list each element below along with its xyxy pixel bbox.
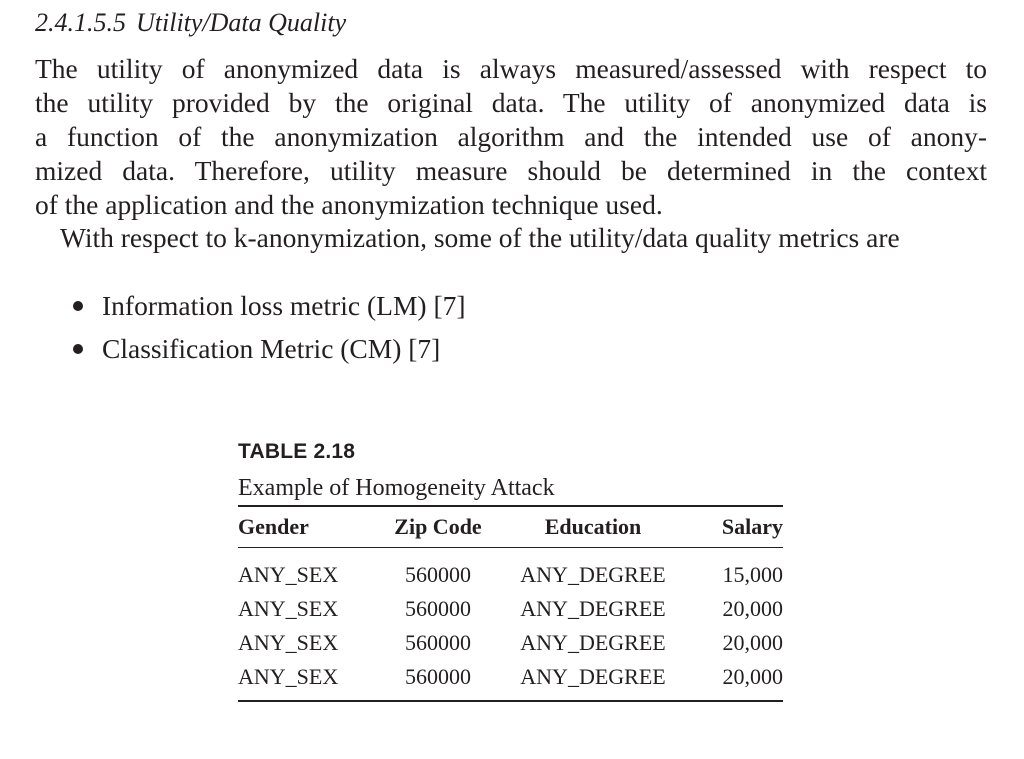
cell-education: ANY_DEGREE bbox=[520, 562, 666, 587]
table-row bbox=[238, 660, 783, 701]
header-salary: Salary bbox=[721, 514, 783, 539]
paragraph-line: of the application and the anonymization technique used. bbox=[35, 189, 663, 220]
section-number: 2.4.1.5.5 bbox=[35, 8, 126, 37]
table-row bbox=[238, 592, 783, 626]
metrics-bullet-list bbox=[68, 287, 466, 373]
bullet-icon bbox=[73, 344, 83, 354]
body-paragraph-2: With respect to k-anonymization, some of the utility/data quality metrics are bbox=[60, 222, 900, 253]
body-paragraph-1 bbox=[35, 52, 987, 222]
table-caption: Example of Homogeneity Attack bbox=[238, 475, 555, 501]
header-gender: Gender bbox=[238, 514, 309, 539]
bullet-icon bbox=[73, 301, 83, 311]
table-label: TABLE 2.18 bbox=[238, 440, 356, 463]
cell-gender: ANY_SEX bbox=[238, 630, 339, 655]
table-row bbox=[238, 626, 783, 660]
bullet-text: Classification Metric (CM) [7] bbox=[102, 333, 441, 364]
cell-gender: ANY_SEX bbox=[238, 664, 339, 689]
bullet-item bbox=[68, 287, 466, 330]
section-title: Utility/Data Quality bbox=[136, 8, 347, 37]
table-row bbox=[238, 548, 783, 593]
cell-gender: ANY_SEX bbox=[238, 596, 339, 621]
table-block bbox=[238, 437, 783, 702]
header-zip-code: Zip Code bbox=[394, 514, 482, 539]
paragraph-line: mized data. Therefore, utility measure should be determined in the context bbox=[35, 155, 987, 186]
cell-education: ANY_DEGREE bbox=[520, 596, 666, 621]
paragraph-line: The utility of anonymized data is always measured/assessed with respect to bbox=[35, 53, 987, 84]
cell-zip-code: 560000 bbox=[405, 630, 471, 655]
section-heading bbox=[35, 8, 346, 38]
table-header-row bbox=[238, 506, 783, 548]
bullet-text: Information loss metric (LM) [7] bbox=[102, 290, 466, 321]
cell-education: ANY_DEGREE bbox=[520, 664, 666, 689]
cell-zip-code: 560000 bbox=[405, 562, 471, 587]
header-education: Education bbox=[544, 514, 642, 539]
cell-gender: ANY_SEX bbox=[238, 562, 339, 587]
cell-salary: 20,000 bbox=[722, 630, 783, 655]
homogeneity-attack-table bbox=[238, 505, 783, 702]
cell-zip-code: 560000 bbox=[405, 664, 471, 689]
cell-salary: 20,000 bbox=[722, 664, 783, 689]
cell-salary: 15,000 bbox=[722, 562, 783, 587]
paragraph-line: the utility provided by the original data. The utility of anonymized data is bbox=[35, 87, 987, 118]
cell-education: ANY_DEGREE bbox=[520, 630, 666, 655]
paragraph-line: a function of the anonymization algorithm and the intended use of anony- bbox=[35, 121, 987, 152]
bullet-item bbox=[68, 330, 466, 373]
cell-salary: 20,000 bbox=[722, 596, 783, 621]
cell-zip-code: 560000 bbox=[405, 596, 471, 621]
